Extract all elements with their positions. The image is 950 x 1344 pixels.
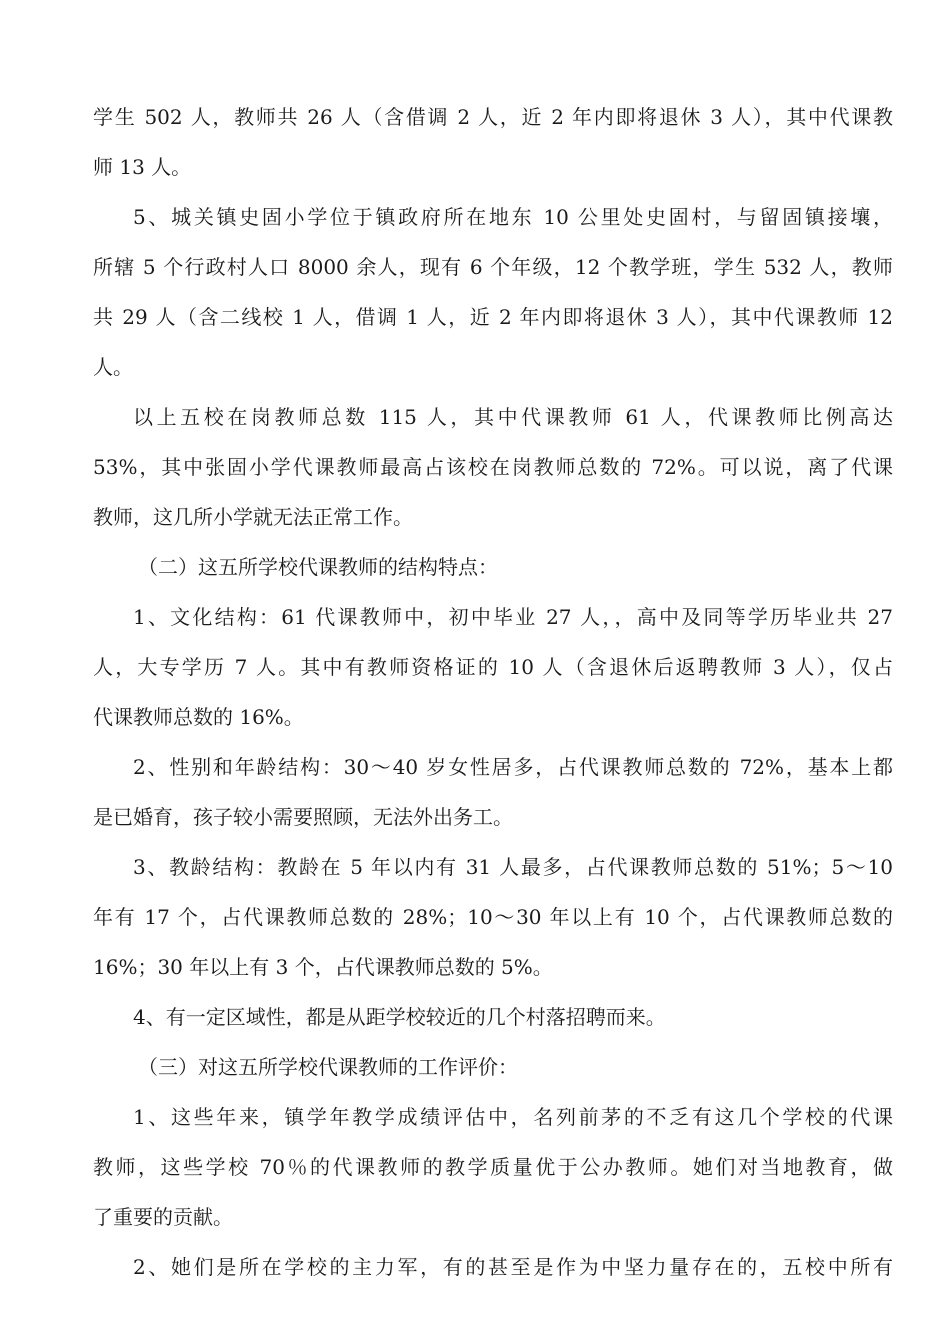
text-line: （二）这五所学校代课教师的结构特点：: [138, 555, 498, 579]
section-heading-2: [93, 542, 893, 592]
text-line: 教师，这些学校 70％的代课教师的教学质量优于公办教师。她们对当地教育，做: [93, 1155, 893, 1179]
text-line: 了重要的贡献。: [93, 1205, 233, 1229]
text-line: 2、性别和年龄结构：30～40 岁女性居多，占代课教师总数的 72%，基本上都: [133, 755, 893, 779]
text-line: 是已婚育，孩子较小需要照顾，无法外出务工。: [93, 805, 513, 829]
text-line: 2、她们是所在学校的主力军，有的甚至是作为中坚力量存在的，五校中所有: [133, 1255, 893, 1279]
paragraph-p1: [93, 92, 893, 192]
text-line: 年有 17 个，占代课教师总数的 28%；10～30 年以上有 10 个，占代课教师总数的: [93, 905, 893, 929]
document-body: [93, 92, 893, 1292]
text-line: 4、有一定区域性，都是从距学校较近的几个村落招聘而来。: [133, 1005, 666, 1029]
text-line: 5、城关镇史固小学位于镇政府所在地东 10 公里处史固村，与留固镇接壤，: [133, 205, 893, 229]
paragraph-p6: [93, 842, 893, 992]
paragraph-p3: [93, 392, 893, 542]
text-line: 学生 502 人，教师共 26 人（含借调 2 人，近 2 年内即将退休 3 人），其中代课教: [93, 105, 893, 129]
paragraph-p2: [93, 192, 893, 392]
paragraph-p4: [93, 592, 893, 742]
text-line: 1、这些年来，镇学年教学成绩评估中，名列前茅的不乏有这几个学校的代课: [133, 1105, 893, 1129]
paragraph-p7: [93, 992, 893, 1042]
text-line: 53%，其中张固小学代课教师最高占该校在岗教师总数的 72%。可以说，离了代课: [93, 455, 893, 479]
text-line: 人，大专学历 7 人。其中有教师资格证的 10 人（含退休后返聘教师 3 人），仅占: [93, 655, 893, 679]
paragraph-p8: [93, 1092, 893, 1242]
text-line: 人。: [93, 355, 133, 379]
text-line: 所辖 5 个行政村人口 8000 余人，现有 6 个年级，12 个教学班，学生 532 人，教师: [93, 255, 893, 279]
paragraph-p5: [93, 742, 893, 842]
text-line: 共 29 人（含二线校 1 人，借调 1 人，近 2 年内即将退休 3 人），其中代课教师 12: [93, 305, 893, 329]
text-line: 代课教师总数的 16%。: [93, 705, 304, 729]
text-line: 以上五校在岗教师总数 115 人，其中代课教师 61 人，代课教师比例高达: [133, 405, 893, 429]
text-line: 1、文化结构：61 代课教师中，初中毕业 27 人，，高中及同等学历毕业共 27: [133, 605, 893, 629]
section-heading-3: [93, 1042, 893, 1092]
paragraph-p9: [93, 1242, 893, 1292]
text-line: （三）对这五所学校代课教师的工作评价：: [138, 1055, 518, 1079]
text-line: 3、教龄结构：教龄在 5 年以内有 31 人最多，占代课教师总数的 51%；5～10: [133, 855, 893, 879]
text-line: 师 13 人。: [93, 155, 192, 179]
text-line: 教师，这几所小学就无法正常工作。: [93, 505, 413, 529]
text-line: 16%；30 年以上有 3 个，占代课教师总数的 5%。: [93, 955, 553, 979]
